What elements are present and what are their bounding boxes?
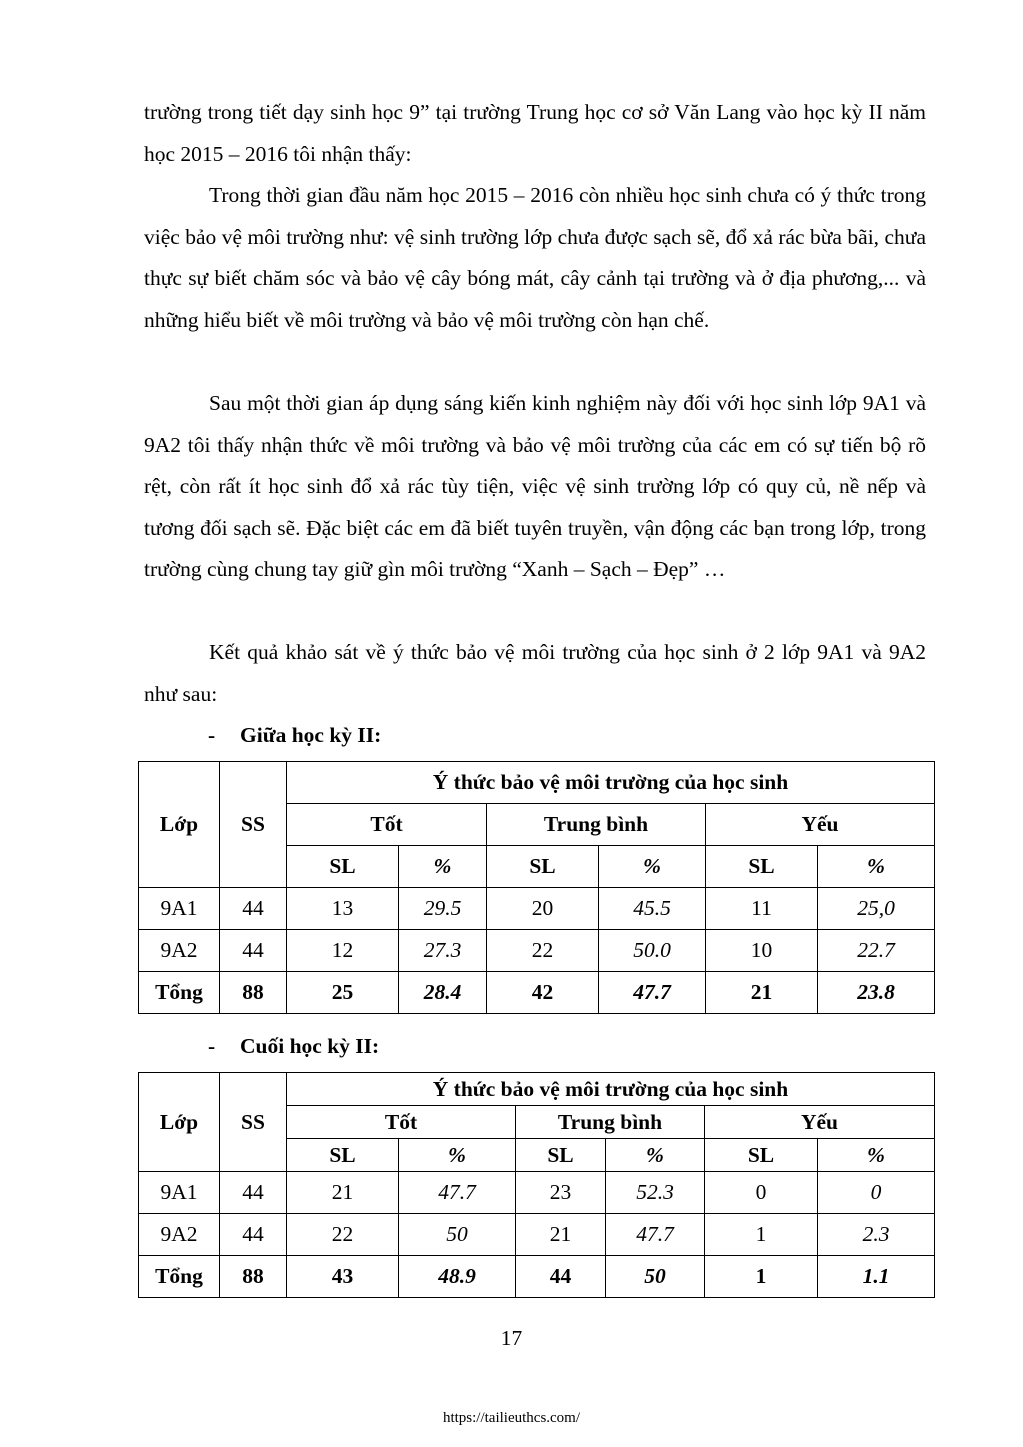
cell-sl: 44 — [516, 1256, 606, 1298]
cell-percent: 48.9 — [399, 1256, 516, 1298]
header-ss: SS — [220, 1073, 287, 1172]
table-row — [139, 1214, 935, 1256]
cell-percent: 47.7 — [599, 972, 706, 1014]
cell-percent: 50 — [399, 1214, 516, 1256]
cell-lop: 9A2 — [139, 1214, 220, 1256]
cell-ss: 44 — [220, 930, 287, 972]
cell-sl: 1 — [705, 1214, 818, 1256]
header-percent: % — [399, 1139, 516, 1172]
list-dash: - — [208, 1034, 216, 1058]
header-level-tot: Tốt — [287, 1106, 516, 1139]
cell-lop: 9A1 — [139, 888, 220, 930]
header-percent: % — [606, 1139, 705, 1172]
cell-percent: 28.4 — [399, 972, 487, 1014]
survey-table-endterm — [138, 1072, 935, 1298]
header-level-trung-binh: Trung bình — [516, 1106, 705, 1139]
header-percent: % — [818, 1139, 935, 1172]
header-sl: SL — [705, 1139, 818, 1172]
cell-ss: 88 — [220, 1256, 287, 1298]
cell-percent: 0 — [818, 1172, 935, 1214]
cell-percent: 2.3 — [818, 1214, 935, 1256]
header-sl: SL — [487, 846, 599, 888]
cell-lop: 9A2 — [139, 930, 220, 972]
header-sl: SL — [706, 846, 818, 888]
cell-sl: 10 — [706, 930, 818, 972]
cell-sl: 22 — [487, 930, 599, 972]
header-percent: % — [599, 846, 706, 888]
table-row-total — [139, 972, 935, 1014]
survey-table-midterm — [138, 761, 935, 1014]
table-row — [139, 1172, 935, 1214]
cell-lop: Tổng — [139, 1256, 220, 1298]
cell-percent: 1.1 — [818, 1256, 935, 1298]
footer-url-link[interactable]: https://tailieuthcs.com/ — [442, 1410, 581, 1426]
cell-ss: 44 — [220, 888, 287, 930]
cell-sl: 23 — [516, 1172, 606, 1214]
header-lop: Lớp — [139, 762, 220, 888]
header-sl: SL — [516, 1139, 606, 1172]
cell-sl: 21 — [287, 1172, 399, 1214]
cell-sl: 13 — [287, 888, 399, 930]
header-level-yeu: Yếu — [706, 804, 935, 846]
cell-sl: 20 — [487, 888, 599, 930]
cell-sl: 22 — [287, 1214, 399, 1256]
table-row — [139, 888, 935, 930]
paragraph-after-application: Sau một thời gian áp dụng sáng kiến kinh nghiệm này đối với học sinh lớp 9A1 và 9A2 tôi thấy nhận thức về môi trường và bảo vệ môi trường của các em có sự tiến bộ rõ rệt, còn rất ít học sinh đổ xả rác tùy tiện, việc vệ sinh trường lớp có quy củ, nề nếp và tương đối sạch sẽ. Đặc biệt các em đã biết tuyên truyền, vận động các bạn trong lớp, trong trường cùng chung tay giữ gìn môi trường “Xanh – Sạch – Đẹp” … — [144, 391, 926, 581]
cell-ss: 88 — [220, 972, 287, 1014]
header-ss: SS — [220, 762, 287, 888]
cell-percent: 22.7 — [818, 930, 935, 972]
cell-ss: 44 — [220, 1172, 287, 1214]
page-number: 17 — [500, 1326, 523, 1350]
header-sl: SL — [287, 846, 399, 888]
cell-lop: 9A1 — [139, 1172, 220, 1214]
header-percent: % — [818, 846, 935, 888]
cell-percent: 27.3 — [399, 930, 487, 972]
table-row — [139, 930, 935, 972]
header-level-trung-binh: Trung bình — [487, 804, 706, 846]
cell-percent: 47.7 — [399, 1172, 516, 1214]
header-percent: % — [399, 846, 487, 888]
cell-ss: 44 — [220, 1214, 287, 1256]
header-group-title: Ý thức bảo vệ môi trường của học sinh — [287, 1073, 935, 1106]
cell-percent: 50.0 — [599, 930, 706, 972]
cell-percent: 29.5 — [399, 888, 487, 930]
section-heading-endterm — [208, 1031, 379, 1061]
list-dash: - — [208, 723, 216, 747]
cell-sl: 25 — [287, 972, 399, 1014]
section-heading-midterm — [208, 720, 381, 750]
paragraph-initial-situation: Trong thời gian đầu năm học 2015 – 2016 còn nhiều học sinh chưa có ý thức trong việc bảo vệ môi trường như: vệ sinh trường lớp chưa được sạch sẽ, đổ xả rác bừa bãi, chưa thực sự biết chăm sóc và bảo vệ cây bóng mát, cây cảnh tại trường và ở địa phương,... và những hiểu biết về môi trường và bảo vệ môi trường còn hạn chế. — [144, 183, 926, 332]
heading-text: Giữa học kỳ II: — [240, 723, 382, 747]
cell-lop: Tổng — [139, 972, 220, 1014]
cell-percent: 47.7 — [606, 1214, 705, 1256]
heading-text: Cuối học kỳ II: — [240, 1034, 380, 1058]
cell-sl: 1 — [705, 1256, 818, 1298]
table-row-total — [139, 1256, 935, 1298]
header-group-title: Ý thức bảo vệ môi trường của học sinh — [287, 762, 935, 804]
cell-sl: 43 — [287, 1256, 399, 1298]
cell-sl: 0 — [705, 1172, 818, 1214]
cell-percent: 23.8 — [818, 972, 935, 1014]
header-sl: SL — [287, 1139, 399, 1172]
paragraph-intro: trường trong tiết dạy sinh học 9” tại trường Trung học cơ sở Văn Lang vào học kỳ II năm học 2015 – 2016 tôi nhận thấy: — [144, 100, 926, 166]
cell-percent: 45.5 — [599, 888, 706, 930]
cell-sl: 21 — [706, 972, 818, 1014]
cell-sl: 12 — [287, 930, 399, 972]
header-level-tot: Tốt — [287, 804, 487, 846]
cell-sl: 42 — [487, 972, 599, 1014]
cell-sl: 21 — [516, 1214, 606, 1256]
cell-percent: 50 — [606, 1256, 705, 1298]
cell-percent: 25,0 — [818, 888, 935, 930]
cell-sl: 11 — [706, 888, 818, 930]
cell-percent: 52.3 — [606, 1172, 705, 1214]
paragraph-survey-intro: Kết quả khảo sát về ý thức bảo vệ môi trường của học sinh ở 2 lớp 9A1 và 9A2 như sau: — [144, 640, 926, 706]
header-level-yeu: Yếu — [705, 1106, 935, 1139]
header-lop: Lớp — [139, 1073, 220, 1172]
